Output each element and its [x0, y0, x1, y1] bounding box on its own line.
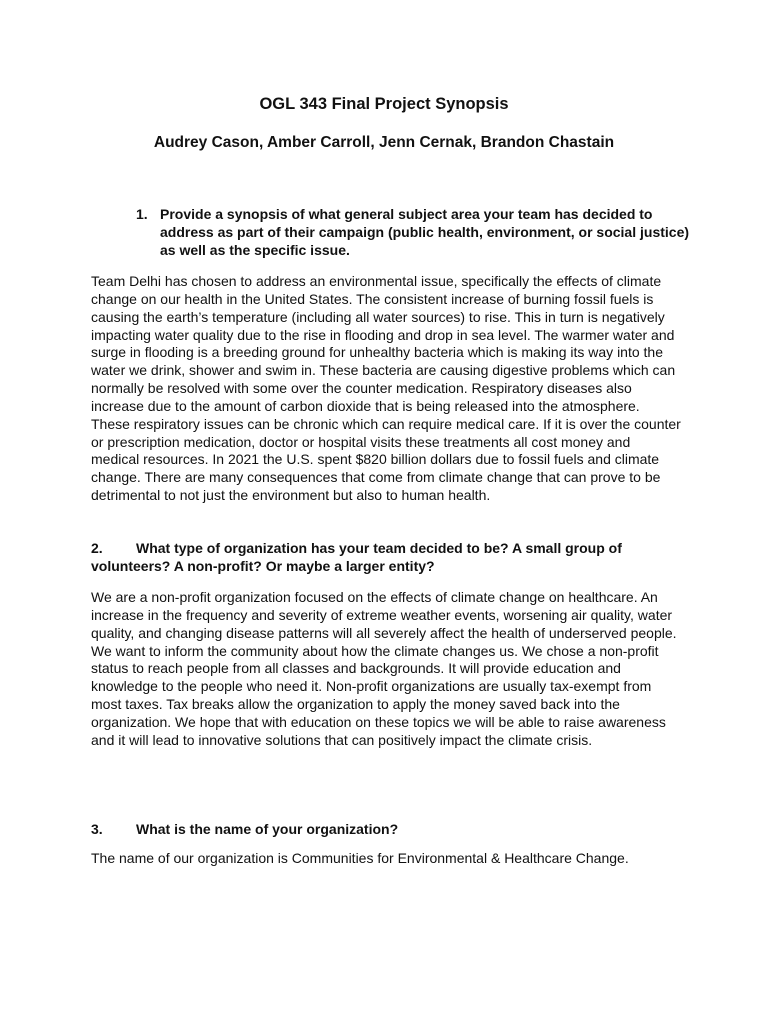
question-number: 2.: [91, 540, 103, 556]
question-text: What is the name of your organization?: [136, 821, 399, 837]
question-1: [136, 205, 696, 259]
question-text: Provide a synopsis of what general subject area your team has decided to address as part of their campaign (public health, environment, or social justice) as well as the specific issue.: [160, 206, 690, 258]
author-list: Audrey Cason, Amber Carroll, Jenn Cernak, Brandon Chastain: [153, 134, 615, 151]
document-title: OGL 343 Final Project Synopsis: [259, 95, 509, 113]
question-number: 1.: [136, 206, 148, 222]
answer-2: We are a non-profit organization focused on the effects of climate change on healthcare. An increase in the frequency and severity of extreme weather events, worsening air quality, water quality, and changing disease patterns will all severely affect the health of underserved people. We want to inform the community about how the climate changes us. We chose a non-profit status to reach people from all classes and backgrounds. It will provide education and knowledge to the people who need it. Non-profit organizations are usually tax-exempt from most taxes. Tax breaks allow the organization to apply the money saved back into the organization. We hope that with education on these topics we will be able to raise awareness and it will lead to innovative solutions that can positively impact the climate crisis.: [91, 589, 677, 748]
question-3: [91, 820, 681, 838]
answer-1: Team Delhi has chosen to address an environmental issue, specifically the effects of climate change on our health in the United States. The consistent increase of burning fossil fuels is causing the earth’s temperature (including all water sources) to rise. This in turn is negatively impacting water quality due to the rise in flooding and drop in sea level. The warmer water and surge in flooding is a breeding ground for unhealthy bacteria which is making its way into the water we drink, shower and swim in. These bacteria are causing digestive problems which can normally be resolved with some over the counter medication. Respiratory diseases also increase due to the amount of carbon dioxide that is being released into the atmosphere. These respiratory issues can be chronic which can require medical care. If it is over the counter or prescription medication, doctor or hospital visits these treatments all cost money and medical resources. In 2021 the U.S. spent $820 billion dollars due to fossil fuels and climate change. There are many consequences that come from climate change that can prove to be detrimental to not just the environment but also to human health.: [91, 273, 681, 504]
question-text: What type of organization has your team decided to be? A small group of volunteers? A non-profit? Or maybe a larger entity?: [91, 540, 622, 574]
question-number: 3.: [91, 821, 103, 837]
question-2: [91, 539, 681, 575]
answer-3: The name of our organization is Communities for Environmental & Healthcare Change.: [91, 850, 629, 866]
